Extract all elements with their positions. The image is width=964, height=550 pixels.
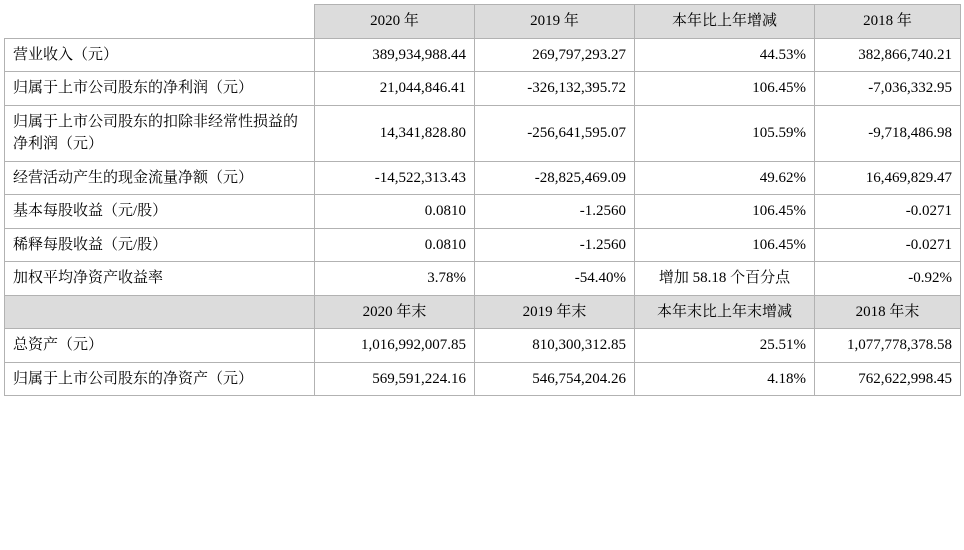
row-value-operating-cashflow-2020: -14,522,313.43: [315, 161, 475, 195]
header-col-2018-yearend: 2018 年末: [815, 295, 961, 329]
row-value-total-assets-2020: 1,016,992,007.85: [315, 329, 475, 363]
table-row: [5, 329, 961, 363]
row-value-total-assets-change: 25.51%: [635, 329, 815, 363]
row-value-roe-change: 增加 58.18 个百分点: [635, 262, 815, 296]
row-label-operating-cashflow: 经营活动产生的现金流量净额（元）: [5, 161, 315, 195]
row-value-diluted-eps-change: 106.45%: [635, 228, 815, 262]
header-col-change: 本年比上年增减: [635, 5, 815, 39]
table-row: [5, 262, 961, 296]
table-header-row-yearend: [5, 295, 961, 329]
row-label-basic-eps: 基本每股收益（元/股）: [5, 195, 315, 229]
row-value-operating-cashflow-2018: 16,469,829.47: [815, 161, 961, 195]
row-value-net-assets-2020: 569,591,224.16: [315, 362, 475, 396]
row-value-roe-2019: -54.40%: [475, 262, 635, 296]
row-label-net-profit: 归属于上市公司股东的净利润（元）: [5, 72, 315, 106]
row-value-basic-eps-2019: -1.2560: [475, 195, 635, 229]
row-value-net-profit-change: 106.45%: [635, 72, 815, 106]
header-col-2018: 2018 年: [815, 5, 961, 39]
header-col-2020: 2020 年: [315, 5, 475, 39]
row-label-roe: 加权平均净资产收益率: [5, 262, 315, 296]
row-value-revenue-2019: 269,797,293.27: [475, 38, 635, 72]
header-col-2020-yearend: 2020 年末: [315, 295, 475, 329]
row-value-net-profit-2018: -7,036,332.95: [815, 72, 961, 106]
row-label-revenue: 营业收入（元）: [5, 38, 315, 72]
row-value-revenue-2020: 389,934,988.44: [315, 38, 475, 72]
header-corner-cell-yearend: [5, 295, 315, 329]
financial-summary-sheet: [0, 4, 964, 550]
row-value-basic-eps-2018: -0.0271: [815, 195, 961, 229]
row-label-diluted-eps: 稀释每股收益（元/股）: [5, 228, 315, 262]
row-value-net-assets-change: 4.18%: [635, 362, 815, 396]
row-value-diluted-eps-2019: -1.2560: [475, 228, 635, 262]
row-value-basic-eps-2020: 0.0810: [315, 195, 475, 229]
row-value-basic-eps-change: 106.45%: [635, 195, 815, 229]
row-value-net-profit-2020: 21,044,846.41: [315, 72, 475, 106]
row-value-operating-cashflow-2019: -28,825,469.09: [475, 161, 635, 195]
row-value-diluted-eps-2018: -0.0271: [815, 228, 961, 262]
row-value-net-profit-deducted-2019: -256,641,595.07: [475, 105, 635, 161]
row-value-roe-2018: -0.92%: [815, 262, 961, 296]
header-col-2019: 2019 年: [475, 5, 635, 39]
table-row: [5, 161, 961, 195]
header-col-change-yearend: 本年末比上年末增减: [635, 295, 815, 329]
row-label-net-assets: 归属于上市公司股东的净资产（元）: [5, 362, 315, 396]
row-value-roe-2020: 3.78%: [315, 262, 475, 296]
row-value-operating-cashflow-change: 49.62%: [635, 161, 815, 195]
row-label-net-profit-deducted: 归属于上市公司股东的扣除非经常性损益的净利润（元）: [5, 105, 315, 161]
row-value-net-profit-deducted-2020: 14,341,828.80: [315, 105, 475, 161]
row-value-diluted-eps-2020: 0.0810: [315, 228, 475, 262]
table-row: [5, 362, 961, 396]
row-value-net-assets-2019: 546,754,204.26: [475, 362, 635, 396]
row-value-net-profit-2019: -326,132,395.72: [475, 72, 635, 106]
header-col-2019-yearend: 2019 年末: [475, 295, 635, 329]
row-label-total-assets: 总资产（元）: [5, 329, 315, 363]
table-row: [5, 195, 961, 229]
table-row: [5, 72, 961, 106]
financial-summary-table: [4, 4, 961, 396]
row-value-net-profit-deducted-2018: -9,718,486.98: [815, 105, 961, 161]
table-header-row-annual: [5, 5, 961, 39]
table-row: [5, 38, 961, 72]
row-value-net-profit-deducted-change: 105.59%: [635, 105, 815, 161]
row-value-net-assets-2018: 762,622,998.45: [815, 362, 961, 396]
row-value-total-assets-2019: 810,300,312.85: [475, 329, 635, 363]
row-value-total-assets-2018: 1,077,778,378.58: [815, 329, 961, 363]
row-value-revenue-change: 44.53%: [635, 38, 815, 72]
table-row: [5, 105, 961, 161]
table-row: [5, 228, 961, 262]
row-value-revenue-2018: 382,866,740.21: [815, 38, 961, 72]
header-corner-cell: [5, 5, 315, 39]
